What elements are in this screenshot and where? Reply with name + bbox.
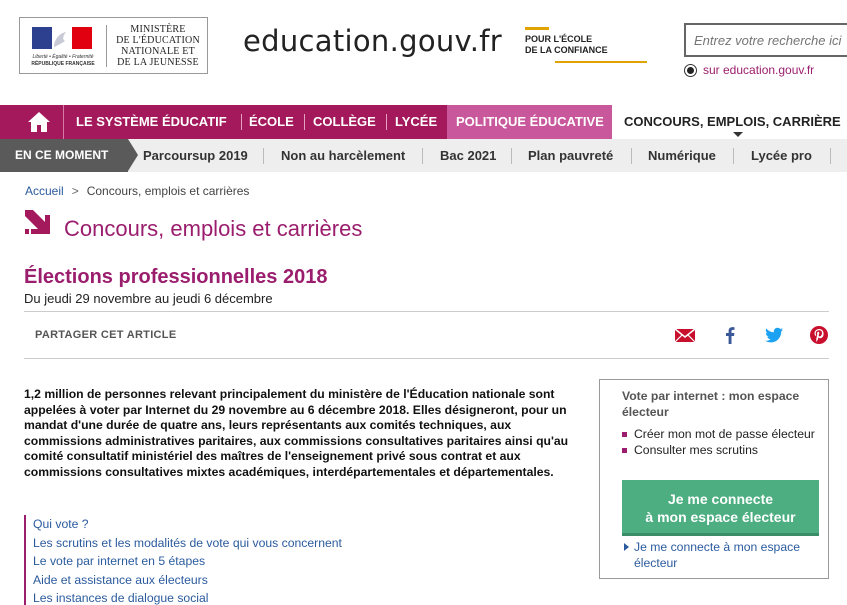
nav-separator <box>304 114 305 130</box>
share-bar <box>24 311 829 359</box>
link-vote-5-etapes[interactable]: Le vote par internet en 5 étapes <box>33 554 206 569</box>
nav-home[interactable] <box>14 105 64 139</box>
connect-button-line: à mon espace électeur <box>645 509 796 525</box>
subnav-separator <box>263 148 264 164</box>
article-date: Du jeudi 29 novembre au jeudi 6 décembre <box>24 291 273 306</box>
subnav-separator <box>422 148 423 164</box>
subnav-separator <box>511 148 512 164</box>
nav-separator <box>241 114 242 130</box>
breadcrumb-separator: > <box>71 184 79 198</box>
ministry-name <box>110 24 206 68</box>
logo-divider <box>106 25 107 67</box>
subnav-item-plan-pauvrete[interactable]: Plan pauvreté <box>528 148 614 163</box>
marianne-flag-icon <box>32 27 92 49</box>
nav-item-politique-educative[interactable]: POLITIQUE ÉDUCATIVE <box>456 114 604 129</box>
arrow-down-right-icon <box>24 209 51 235</box>
home-icon <box>27 111 51 133</box>
nav-item-ecole[interactable]: ÉCOLE <box>249 114 294 129</box>
pinterest-icon[interactable] <box>808 324 830 346</box>
voter-space-list <box>622 426 822 458</box>
connect-button[interactable] <box>622 480 819 536</box>
en-ce-moment-label: EN CE MOMENT <box>0 139 128 172</box>
subnav-separator <box>830 148 831 164</box>
article-intro: 1,2 million de personnes relevant principalement du ministère de l'Éducation nationale sont appelées à voter par Internet du 29 novembre au 6 décembre 2018. Elles désigneront, pour un mandat d'une durée de quatre ans, leurs représentants aux comités techniques, aux commissions administratives paritaires, aux commissions consultatives paritaires ainsi qu'au comité consultatif ministériel des maîtres de l'enseignement privé sous contrat et aux commissions consultatives mixtes académiques, interdépartementales et départementales. <box>24 387 569 479</box>
subnav-item-harcelement[interactable]: Non au harcèlement <box>281 148 406 163</box>
link-aide-assistance[interactable]: Aide et assistance aux électeurs <box>33 572 208 587</box>
chevron-down-icon <box>733 132 743 137</box>
subnav-item-parcoursup[interactable]: Parcoursup 2019 <box>143 148 248 163</box>
search-input[interactable] <box>686 25 847 55</box>
subnav-separator <box>733 148 734 164</box>
voter-space-title: Vote par internet : mon espace électeur <box>622 389 800 419</box>
ministry-line: NATIONALE ET <box>121 46 195 57</box>
site-name[interactable]: education.gouv.fr <box>243 24 503 58</box>
nav-item-systeme-educatif[interactable]: LE SYSTÈME ÉDUCATIF <box>76 114 227 129</box>
ministry-line: DE L'ÉDUCATION <box>116 35 200 46</box>
nav-item-college[interactable]: COLLÈGE <box>313 114 376 129</box>
connect-button-line: Je me connecte <box>667 491 774 507</box>
section-title: Concours, emplois et carrières <box>64 216 363 241</box>
slogan-text <box>525 34 608 56</box>
search-scope-radio[interactable] <box>684 64 697 77</box>
article-title: Élections professionnelles 2018 <box>24 266 328 288</box>
link-instances-dialogue[interactable]: Les instances de dialogue social <box>33 591 209 605</box>
voter-space-box <box>599 379 829 579</box>
share-label: PARTAGER CET ARTICLE <box>35 329 177 341</box>
email-icon[interactable] <box>674 324 696 346</box>
twitter-icon[interactable] <box>763 324 785 346</box>
search-box[interactable] <box>684 23 847 57</box>
main-nav <box>0 105 847 139</box>
ministry-logo[interactable] <box>19 17 208 74</box>
subnav-separator <box>631 148 632 164</box>
nav-item-concours[interactable]: CONCOURS, EMPLOIS, CARRIÈRE <box>624 114 841 129</box>
list-item-view-ballots[interactable]: Consulter mes scrutins <box>622 442 822 458</box>
republic-name: RÉPUBLIQUE FRANÇAISE <box>31 61 95 67</box>
ministry-line: MINISTÈRE <box>130 24 186 35</box>
nav-separator <box>386 114 387 130</box>
subnav-item-bac-2021[interactable]: Bac 2021 <box>440 148 497 163</box>
article-links <box>24 515 424 605</box>
slogan-line: POUR L'ÉCOLE <box>525 34 593 44</box>
ministry-line: DE LA JEUNESSE <box>117 57 199 68</box>
republic-motto: Liberté • Égalité • Fraternité <box>32 54 94 60</box>
link-qui-vote[interactable]: Qui vote ? <box>33 517 89 531</box>
breadcrumb-home[interactable]: Accueil <box>25 184 64 198</box>
subnav-item-numerique[interactable]: Numérique <box>648 148 716 163</box>
breadcrumb-current: Concours, emplois et carrières <box>86 184 250 198</box>
facebook-icon[interactable] <box>719 324 741 346</box>
subnav-item-lycee-pro[interactable]: Lycée pro <box>751 148 812 163</box>
slogan-accent-top <box>525 27 549 30</box>
en-ce-moment-arrow <box>128 139 138 171</box>
list-item-create-password[interactable]: Créer mon mot de passe électeur <box>622 426 822 442</box>
site-header <box>0 0 847 105</box>
slogan-accent-bottom <box>555 61 647 63</box>
sub-nav <box>0 139 847 172</box>
link-scrutins[interactable]: Les scrutins et les modalités de vote qui vous concernent <box>33 535 342 550</box>
nav-item-lycee[interactable]: LYCÉE <box>395 114 438 129</box>
connect-link[interactable]: Je me connecte à mon espace électeur <box>622 539 822 571</box>
search-scope-label: sur education.gouv.fr <box>703 63 815 77</box>
breadcrumb <box>25 184 249 198</box>
search-scope[interactable] <box>684 63 814 77</box>
slogan <box>525 27 650 65</box>
slogan-line: DE LA CONFIANCE <box>525 45 608 55</box>
